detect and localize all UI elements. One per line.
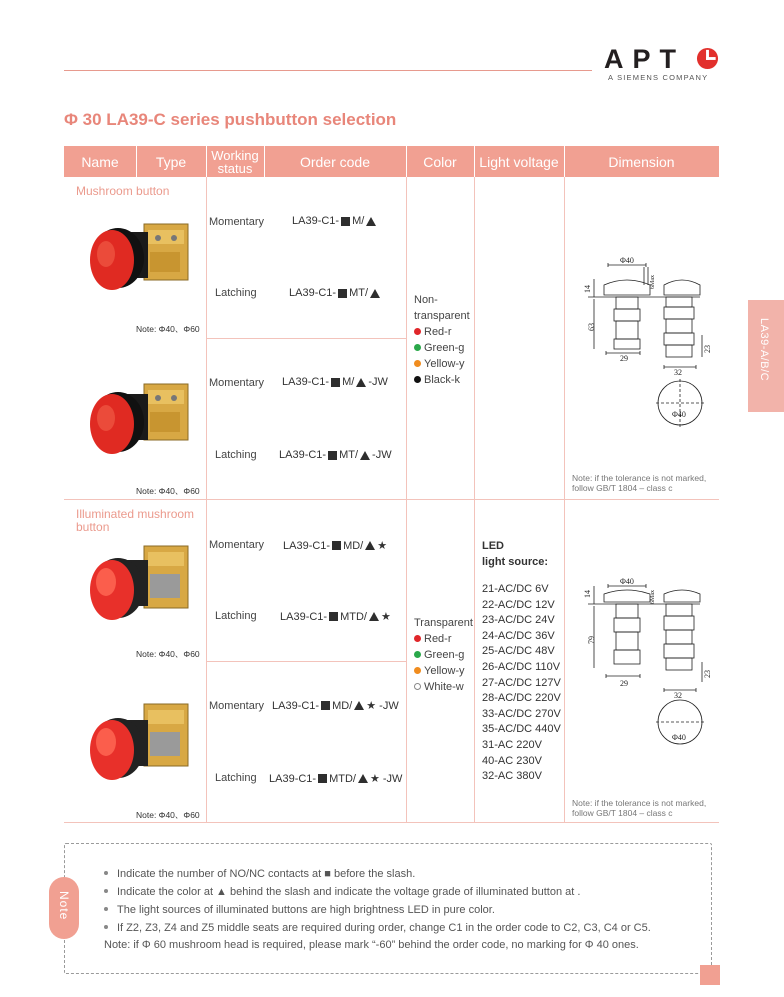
color-list-nontransparent bbox=[414, 292, 474, 388]
dim-label: Φ40 bbox=[672, 410, 686, 419]
code-prefix: LA39-C1- bbox=[269, 772, 317, 785]
color-label: Red-r bbox=[424, 633, 452, 645]
bullet-icon bbox=[104, 907, 108, 911]
dim-label: 14 bbox=[583, 285, 592, 293]
dimension-drawing-1 bbox=[580, 255, 710, 455]
light-heading bbox=[482, 538, 548, 570]
tolerance-line: Note: if the tolerance is not marked, bbox=[572, 798, 707, 808]
dim-label: Φ40 bbox=[672, 733, 686, 742]
square-marker-icon bbox=[331, 378, 340, 387]
header-sep bbox=[564, 146, 565, 177]
dim-label: 6Max bbox=[650, 590, 656, 604]
color-heading: Non- bbox=[414, 294, 438, 306]
dim-label: 29 bbox=[620, 354, 628, 363]
color-item bbox=[414, 356, 474, 372]
voltage-item: 26-AC/DC 110V bbox=[482, 660, 561, 673]
color-label: Yellow-y bbox=[424, 665, 465, 677]
illuminated-button-image bbox=[88, 538, 196, 624]
dim-label: 79 bbox=[587, 636, 596, 644]
page-title: Φ 30 LA39-C series pushbutton selection bbox=[64, 110, 397, 129]
tolerance-line: follow GB/T 1804 – class c bbox=[572, 808, 673, 818]
code-prefix: LA39-C1- bbox=[289, 287, 337, 299]
code-suffix: -JW bbox=[368, 376, 388, 388]
header-dimension: Dimension bbox=[564, 146, 719, 177]
triangle-marker-icon bbox=[366, 217, 376, 226]
red-dot-icon bbox=[414, 328, 421, 335]
grid-line bbox=[64, 822, 719, 823]
color-label: Red-r bbox=[424, 326, 452, 338]
color-item bbox=[414, 324, 474, 340]
voltage-item: 21-AC/DC 6V bbox=[482, 583, 549, 595]
voltage-item: 33-AC/DC 270V bbox=[482, 707, 561, 720]
code-mid: M/ bbox=[342, 376, 355, 388]
logo-subtitle: A SIEMENS COMPANY bbox=[608, 73, 709, 82]
color-item bbox=[414, 679, 474, 695]
dim-label: Φ40 bbox=[620, 256, 634, 265]
note-text: If Z2, Z3, Z4 and Z5 middle seats are required during order, change C1 in the order code to C2, C3, C4 or C5. bbox=[117, 922, 651, 934]
voltage-item: 31-AC 220V bbox=[482, 738, 542, 751]
working-status: Momentary bbox=[209, 700, 265, 712]
note-text: Indicate the number of NO/NC contacts at ■ before the slash. bbox=[117, 868, 416, 880]
header-sep bbox=[474, 146, 475, 177]
side-tab[interactable] bbox=[748, 300, 784, 412]
code-suffix: -JW bbox=[372, 449, 392, 461]
working-status: Momentary bbox=[209, 539, 265, 551]
green-dot-icon bbox=[414, 651, 421, 658]
code-mid: MTD/ bbox=[329, 772, 356, 785]
grid-line bbox=[206, 661, 406, 662]
product-size-note: Note: Φ40、Φ60 bbox=[136, 810, 200, 820]
voltage-item: 35-AC/DC 440V bbox=[482, 723, 561, 736]
working-status: Latching bbox=[215, 610, 257, 622]
header-name: Name bbox=[64, 146, 136, 177]
section-label-mushroom: Mushroom button bbox=[76, 184, 170, 198]
note-bullet bbox=[104, 922, 651, 934]
voltage-item: 24-AC/DC 36V bbox=[482, 629, 555, 642]
triangle-marker-icon bbox=[354, 701, 364, 710]
triangle-marker-icon bbox=[356, 378, 366, 387]
code-prefix: LA39-C1- bbox=[283, 539, 331, 552]
color-item bbox=[414, 340, 474, 356]
voltage-item: 27-AC/DC 127V bbox=[482, 676, 561, 689]
light-heading-line: LED bbox=[482, 540, 504, 552]
product-size-note: Note: Φ40、Φ60 bbox=[136, 324, 200, 334]
order-code bbox=[269, 772, 402, 785]
order-code bbox=[289, 287, 382, 299]
voltage-item: 23-AC/DC 24V bbox=[482, 614, 555, 627]
code-suffix: ★ -JW bbox=[366, 700, 399, 712]
working-status: Latching bbox=[215, 449, 257, 461]
code-suffix: ★ bbox=[377, 540, 388, 552]
color-item bbox=[414, 663, 474, 679]
voltage-item: 40-AC 230V bbox=[482, 754, 542, 767]
white-dot-icon bbox=[414, 683, 421, 690]
note-text: The light sources of illuminated buttons are high brightness LED in pure color. bbox=[117, 904, 495, 916]
bullet-icon bbox=[104, 871, 108, 875]
tolerance-note bbox=[572, 473, 706, 493]
note-final: Note: if Φ 60 mushroom head is required, please mark “-60” behind the order code, no marking for Φ 40 ones. bbox=[104, 939, 639, 951]
light-heading-line: light source: bbox=[482, 556, 549, 568]
dim-label: 32 bbox=[674, 368, 682, 377]
order-code bbox=[283, 539, 387, 552]
dim-label: 29 bbox=[620, 679, 628, 688]
notes-tab bbox=[49, 877, 79, 939]
order-code bbox=[292, 215, 378, 227]
order-code bbox=[272, 699, 399, 712]
tolerance-line: follow GB/T 1804 – class c bbox=[572, 483, 673, 493]
working-status: Momentary bbox=[209, 216, 265, 228]
header-order-code: Order code bbox=[264, 146, 406, 177]
red-dot-icon bbox=[414, 635, 421, 642]
order-code bbox=[282, 376, 388, 388]
color-label: White-w bbox=[424, 681, 464, 693]
triangle-marker-icon bbox=[365, 541, 375, 550]
note-bullet bbox=[104, 868, 415, 880]
side-tab-label: LA39-A/B/C bbox=[758, 318, 770, 382]
yellow-dot-icon bbox=[414, 667, 421, 674]
mushroom-button-image bbox=[88, 212, 196, 294]
dimension-drawing-2 bbox=[580, 578, 710, 748]
square-marker-icon bbox=[318, 774, 327, 783]
triangle-marker-icon bbox=[369, 612, 379, 621]
header-type: Type bbox=[136, 146, 206, 177]
order-code bbox=[279, 449, 392, 461]
code-prefix: LA39-C1- bbox=[280, 610, 328, 623]
product-size-note: Note: Φ40、Φ60 bbox=[136, 649, 200, 659]
dim-label: 14 bbox=[583, 590, 592, 598]
code-mid: MT/ bbox=[349, 287, 369, 299]
square-marker-icon bbox=[321, 701, 330, 710]
square-marker-icon bbox=[329, 612, 338, 621]
header-light-voltage: Light voltage bbox=[474, 146, 564, 177]
header-sep bbox=[264, 146, 265, 177]
note-text: Indicate the color at ▲ behind the slash and indicate the voltage grade of illuminated button at . bbox=[117, 886, 581, 898]
bullet-icon bbox=[104, 889, 108, 893]
voltage-item: 22-AC/DC 12V bbox=[482, 598, 555, 611]
black-dot-icon bbox=[414, 376, 421, 383]
grid-line bbox=[206, 338, 406, 339]
square-marker-icon bbox=[341, 217, 350, 226]
code-prefix: LA39-C1- bbox=[282, 376, 330, 388]
note-bullet bbox=[104, 886, 580, 898]
header-working-status: Working status bbox=[206, 146, 264, 177]
voltage-list bbox=[482, 582, 561, 785]
tolerance-note bbox=[572, 798, 706, 818]
color-item bbox=[414, 372, 474, 388]
triangle-marker-icon bbox=[370, 289, 380, 298]
voltage-item: 28-AC/DC 220V bbox=[482, 692, 561, 705]
color-list-transparent bbox=[414, 615, 474, 695]
working-status: Latching bbox=[215, 287, 257, 299]
code-mid: MTD/ bbox=[340, 610, 367, 623]
mushroom-button-image bbox=[88, 374, 196, 456]
code-mid: MD/ bbox=[332, 699, 353, 712]
product-size-note: Note: Φ40、Φ60 bbox=[136, 486, 200, 496]
working-status: Latching bbox=[215, 772, 257, 784]
code-mid: M/ bbox=[352, 215, 365, 227]
corner-marker bbox=[700, 965, 720, 985]
header-sep bbox=[406, 146, 407, 177]
logo-text: APT bbox=[604, 44, 685, 74]
color-label: Yellow-y bbox=[424, 358, 465, 370]
color-label: Green-g bbox=[424, 649, 465, 661]
yellow-dot-icon bbox=[414, 360, 421, 367]
illuminated-button-image bbox=[88, 698, 196, 784]
code-prefix: LA39-C1- bbox=[279, 449, 327, 461]
color-item bbox=[414, 647, 474, 663]
order-code bbox=[280, 610, 391, 623]
section-label-illuminated: Illuminated mushroom button bbox=[76, 507, 195, 534]
dim-label: 23 bbox=[703, 670, 712, 678]
bullet-icon bbox=[104, 925, 108, 929]
dim-label: 63 bbox=[587, 323, 596, 331]
square-marker-icon bbox=[328, 451, 337, 460]
code-mid: MD/ bbox=[343, 539, 364, 552]
code-prefix: LA39-C1- bbox=[292, 215, 340, 227]
dim-label: 6Max bbox=[650, 275, 656, 289]
square-marker-icon bbox=[338, 289, 347, 298]
voltage-item: 25-AC/DC 48V bbox=[482, 645, 555, 658]
code-suffix: ★ -JW bbox=[369, 773, 403, 785]
triangle-marker-icon bbox=[358, 774, 368, 783]
code-prefix: LA39-C1- bbox=[272, 699, 320, 712]
logo-circle-icon bbox=[696, 47, 719, 70]
code-mid: MT/ bbox=[339, 449, 359, 461]
header-sep bbox=[206, 146, 207, 177]
triangle-marker-icon bbox=[360, 451, 370, 460]
color-label: Black-k bbox=[424, 374, 461, 386]
header-color: Color bbox=[406, 146, 474, 177]
apt-logo bbox=[604, 44, 722, 86]
dim-label: 32 bbox=[674, 691, 682, 700]
voltage-item: 32-AC 380V bbox=[482, 770, 542, 783]
color-heading: transparent bbox=[414, 310, 470, 322]
color-heading: Transparent bbox=[414, 617, 473, 629]
color-item bbox=[414, 631, 474, 647]
grid-line bbox=[64, 499, 719, 500]
square-marker-icon bbox=[332, 541, 341, 550]
header-rule bbox=[64, 70, 592, 71]
tolerance-line: Note: if the tolerance is not marked, bbox=[572, 473, 707, 483]
color-label: Green-g bbox=[424, 342, 465, 354]
code-suffix: ★ bbox=[380, 611, 391, 623]
green-dot-icon bbox=[414, 344, 421, 351]
working-status: Momentary bbox=[209, 377, 265, 389]
dim-label: Φ40 bbox=[620, 577, 634, 586]
dim-label: 23 bbox=[703, 345, 712, 353]
header-sep bbox=[136, 146, 137, 177]
notes-tab-label: Note bbox=[57, 891, 71, 921]
note-bullet bbox=[104, 904, 495, 916]
